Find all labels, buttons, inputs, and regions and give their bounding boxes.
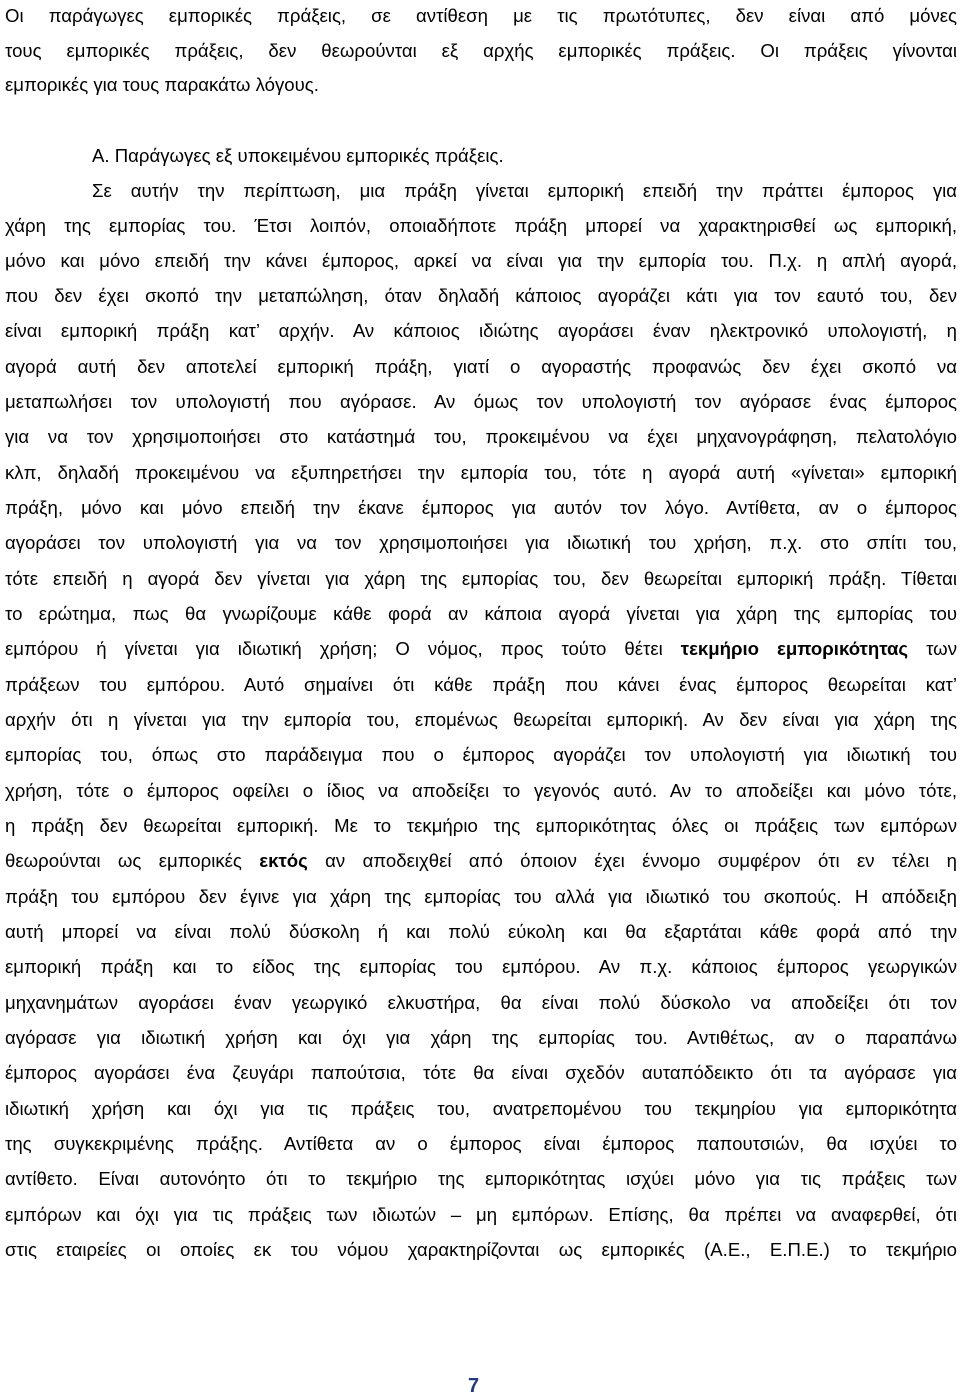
text-segment: η πράξη δεν θεωρείται εμπορική. Με το τεκμήριο της εμπορικότητας όλες οι πράξεις των εμπόρων — [5, 815, 957, 836]
text-line — [5, 886, 957, 908]
text-segment: της συγκεκριμένης πράξης. Αντίθετα αν ο έμπορος είναι έμπορος παπουτσιών, θα ισχύει το — [5, 1133, 957, 1154]
bold-text: εκτός — [259, 850, 308, 871]
text-segment: αυτή μπορεί να είναι πολύ δύσκολη ή και πολύ εύκολη και θα εξαρτάται κάθε φορά από την — [5, 921, 957, 942]
page-number: 7 — [468, 1375, 480, 1397]
text-line — [5, 1133, 957, 1155]
text-segment: αγόρασε για ιδιωτική χρήση και όχι για χάρη της εμπορίας του. Αντιθέτως, αν ο παραπάνω — [5, 1027, 957, 1048]
text-line — [5, 638, 957, 660]
text-segment: εμπόρου ή γίνεται για ιδιωτική χρήση; Ο νόμος, προς τούτο θέτει — [5, 638, 681, 659]
text-line — [5, 1168, 957, 1190]
text-segment: το ερώτημα, πως θα γνωρίζουμε κάθε φορά αν κάποια αγορά γίνεται για χάρη της εμπορίας του — [5, 603, 957, 624]
text-segment: Α. Παράγωγες εξ υποκειμένου εμπορικές πράξεις. — [92, 145, 504, 166]
text-line — [5, 780, 957, 802]
text-segment: χάρη της εμπορίας του. Έτσι λοιπόν, οποιαδήποτε πράξη μπορεί να χαρακτηρισθεί ως εμπορική, — [5, 215, 957, 236]
text-segment: εμπορικές για τους παρακάτω λόγους. — [5, 74, 319, 95]
text-segment: αν αποδειχθεί από όποιον έχει έννομο συμφέρον ότι εν τέλει η — [307, 850, 957, 871]
text-line — [5, 709, 957, 731]
text-segment: Σε αυτήν την περίπτωση, μια πράξη γίνεται εμπορική επειδή την πράττει έμπορος για — [92, 180, 957, 201]
text-line — [5, 1204, 957, 1226]
text-line — [5, 1098, 957, 1120]
text-line — [5, 356, 957, 378]
text-line — [92, 145, 504, 167]
text-line — [5, 250, 957, 272]
text-segment: εμπόρων και όχι για τις πράξεις των ιδιωτών – μη εμπόρων. Επίσης, θα πρέπει να αναφερθεί, ότι — [5, 1204, 957, 1225]
text-segment: πράξη του εμπόρου δεν έγινε για χάρη της εμπορίας του αλλά για ιδιωτικό του σκοπούς. Η απόδειξη — [5, 886, 957, 907]
text-segment: μόνο και μόνο επειδή την κάνει έμπορος, αρκεί να είναι για την εμπορία του. Π.χ. η απλή αγορά, — [5, 250, 957, 271]
text-line — [5, 391, 957, 413]
text-segment: κλπ, δηλαδή προκειμένου να εξυπηρετήσει την εμπορία του, τότε η αγορά αυτή «γίνεται» εμπορική — [5, 462, 957, 483]
text-line — [5, 320, 957, 342]
text-line — [5, 815, 957, 837]
text-line — [5, 1027, 957, 1049]
text-line — [5, 462, 957, 484]
text-segment: των — [908, 638, 957, 659]
text-line — [5, 426, 957, 448]
text-segment: μεταπωλήσει τον υπολογιστή που αγόρασε. Αν όμως τον υπολογιστή τον αγόρασε ένας έμπορος — [5, 391, 957, 412]
text-line — [5, 921, 957, 943]
text-segment: αγορά αυτή δεν αποτελεί εμπορική πράξη, γιατί ο αγοραστής προφανώς δεν έχει σκοπό να — [5, 356, 957, 377]
text-line — [5, 744, 957, 766]
text-segment: είναι εμπορική πράξη κατ’ αρχήν. Αν κάποιος ιδιώτης αγοράσει έναν ηλεκτρονικό υπολογιστή, η — [5, 320, 957, 341]
text-segment: θεωρούνται ως εμπορικές — [5, 850, 260, 871]
text-segment: Οι παράγωγες εμπορικές πράξεις, σε αντίθεση με τις πρωτότυπες, δεν είναι από μόνες — [5, 5, 957, 26]
text-segment: αρχήν ότι η γίνεται για την εμπορία του, επομένως θεωρείται εμπορική. Αν δεν είναι για χάρη της — [5, 709, 957, 730]
text-segment: εμπορική πράξη και το είδος της εμπορίας του εμπόρου. Αν π.χ. κάποιος έμπορος γεωργικών — [5, 956, 957, 977]
text-segment: για να τον χρησιμοποιήσει στο κατάστημά του, προκειμένου να έχει μηχανογράφηση, πελατολόγιο — [5, 426, 957, 447]
text-line — [5, 40, 957, 62]
text-line — [5, 215, 957, 237]
text-line — [5, 992, 957, 1014]
text-line — [5, 603, 957, 625]
text-line — [5, 497, 957, 519]
text-segment: μηχανημάτων αγοράσει έναν γεωργικό ελκυστήρα, θα είναι πολύ δύσκολο να αποδείξει ότι τον — [5, 992, 957, 1013]
text-line — [5, 674, 957, 696]
text-line — [5, 74, 957, 96]
text-segment: αγοράσει τον υπολογιστή για να τον χρησιμοποιήσει για ιδιωτική του χρήση, π.χ. στο σπίτι του, — [5, 532, 957, 553]
text-line — [5, 532, 957, 554]
text-segment: στις εταιρείες οι οποίες εκ του νόμου χαρακτηρίζονται ως εμπορικές (Α.Ε., Ε.Π.Ε.) το τεκμήριο — [5, 1239, 957, 1260]
text-line — [5, 850, 957, 872]
text-segment: τους εμπορικές πράξεις, δεν θεωρούνται εξ αρχής εμπορικές πράξεις. Οι πράξεις γίνονται — [5, 40, 957, 61]
text-line — [92, 180, 957, 202]
text-segment: που δεν έχει σκοπό την μεταπώληση, όταν δηλαδή κάποιος αγοράζει κάτι για τον εαυτό του, δεν — [5, 285, 957, 306]
text-line — [5, 1062, 957, 1084]
text-segment: εμπορίας του, όπως στο παράδειγμα που ο έμπορος αγοράζει τον υπολογιστή για ιδιωτική του — [5, 744, 957, 765]
text-segment: ιδιωτική χρήση και όχι για τις πράξεις του, ανατρεπομένου του τεκμηρίου για εμπορικότητα — [5, 1098, 957, 1119]
text-segment: πράξη, μόνο και μόνο επειδή την έκανε έμπορος για αυτόν τον λόγο. Αντίθετα, αν ο έμπορος — [5, 497, 957, 518]
text-segment: τότε επειδή η αγορά δεν γίνεται για χάρη της εμπορίας του, δεν θεωρείται εμπορική πράξη. Τίθεται — [5, 568, 957, 589]
bold-text: τεκμήριο εμπορικότητας — [680, 638, 909, 659]
text-line — [5, 956, 957, 978]
text-segment: έμπορος αγοράσει ένα ζευγάρι παπούτσια, τότε θα είναι σχεδόν αυταπόδεικτο ότι τα αγόρασε για — [5, 1062, 957, 1083]
text-line — [5, 5, 957, 27]
text-line — [5, 568, 957, 590]
text-segment: πράξεων του εμπόρου. Αυτό σημαίνει ότι κάθε πράξη που κάνει ένας έμπορος θεωρείται κατ’ — [5, 674, 957, 695]
text-segment: αντίθετο. Είναι αυτονόητο ότι το τεκμήριο της εμπορικότητας ισχύει μόνο για τις πράξεις των — [5, 1168, 957, 1189]
text-segment: χρήση, τότε ο έμπορος οφείλει ο ίδιος να αποδείξει το γεγονός αυτό. Αν το αποδείξει και μόνο τότε, — [5, 780, 957, 801]
text-line — [5, 285, 957, 307]
text-line — [5, 1239, 957, 1261]
